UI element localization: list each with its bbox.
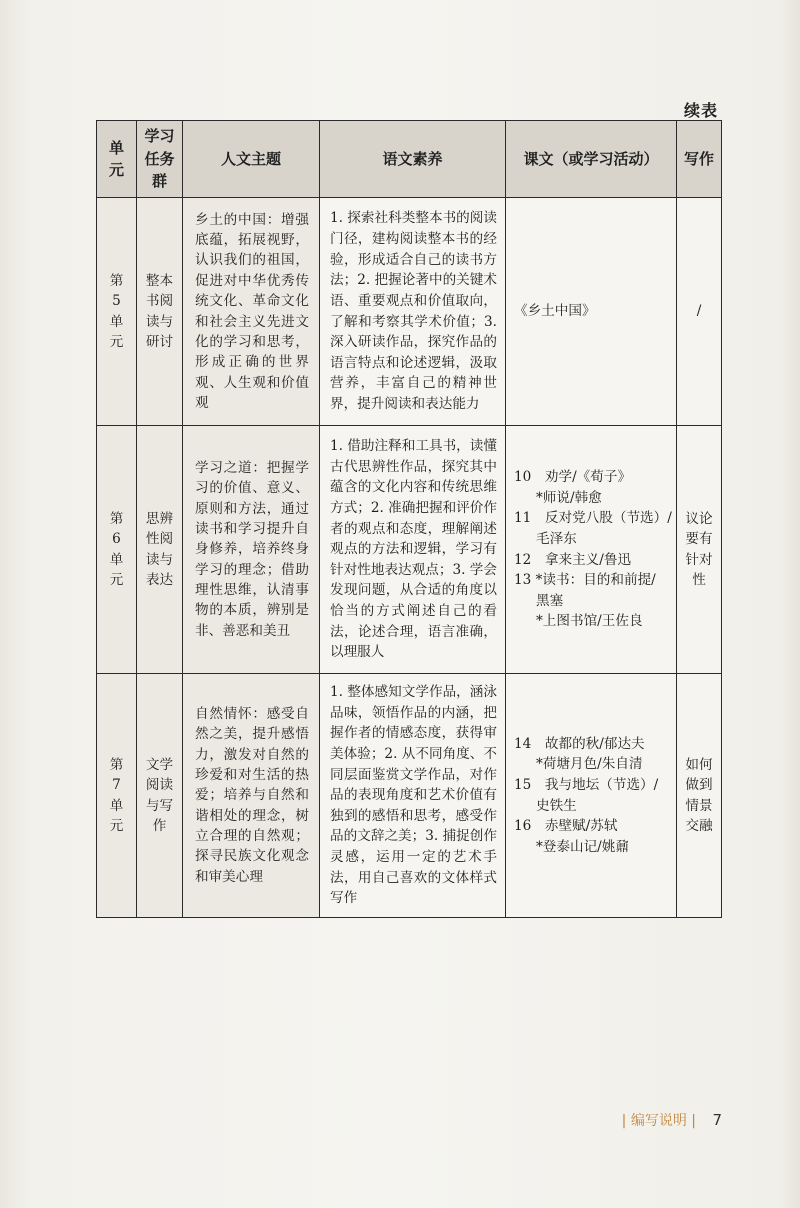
writing-cell: 如何 做到 情景 交融 [677, 674, 722, 918]
theme-cell: 乡土的中国：增强底蕴，拓展视野，认识我们的祖国，促进对中华优秀传统文化、革命文化和社会主义先进文化的学习和思考，形成正确的世界观、人生观和价值观 [183, 198, 320, 426]
lesson-item: *上图书馆/王佐良 [536, 613, 643, 630]
writing-cell: / [677, 198, 722, 426]
header-task-group: 学习 任务 群 [137, 121, 183, 198]
header-lessons: 课文（或学习活动） [506, 121, 677, 198]
header-unit: 单 元 [97, 121, 137, 198]
lesson-item: 16 赤壁赋/苏轼 [514, 818, 618, 835]
header-literacy: 语文素养 [320, 121, 506, 198]
lesson-item: 10 劝学/《荀子》 [514, 468, 632, 485]
footer-section-title: 编写说明 [630, 1113, 687, 1129]
header-writing: 写作 [677, 121, 722, 198]
lesson-item: *荷塘月色/朱自清 [536, 756, 643, 773]
task-group-cell: 思辨 性阅 读与 表达 [137, 426, 183, 674]
footer-divider: | [621, 1113, 627, 1129]
lesson-item: 11 反对党八股（节选）/ [514, 510, 672, 527]
continued-label: 续表 [683, 101, 718, 120]
lessons-cell [506, 426, 677, 674]
table-row [97, 198, 722, 426]
lesson-item: 14 故都的秋/郁达夫 [514, 735, 645, 752]
table-row [97, 674, 722, 918]
page-footer [622, 1110, 722, 1130]
literacy-cell: 1. 借助注释和工具书，读懂古代思辨性作品，探究其中蕴含的文化内容和传统思维方式；2. 准确把握和评价作者的观点和态度，理解阐述观点的方法和逻辑，学习有针对性地表达观点；3. 学会发现问题，从合适的角度以恰当的方式阐述自己的看法，论述合理，语言准确，以理服人 [320, 426, 506, 674]
footer-divider: | [691, 1113, 696, 1129]
lesson-item: 13 *读书：目的和前提/ [514, 572, 656, 589]
literacy-cell: 1. 整体感知文学作品，涵泳品味，领悟作品的内涵，把握作者的情感态度，获得审美体验；2. 从不同角度、不同层面鉴赏文学作品，对作品的表现角度和艺术价值有独到的感悟和思考，感受作品的文辞之美；3. 捕捉创作灵感，运用一定的艺术手法，用自己喜欢的文体样式写作 [320, 674, 506, 918]
task-group-cell: 整本 书阅 读与 研讨 [137, 198, 183, 426]
table-row [97, 426, 722, 674]
lesson-item: 15 我与地坛（节选）/ [514, 776, 659, 793]
theme-cell: 学习之道：把握学习的价值、意义、原则和方法，通过读书和学习提升自身修养，培养终身学习的理念；借助理性思维，认清事物的本质，辨别是非、善恶和美丑 [183, 426, 320, 674]
unit-cell: 第 7 单 元 [97, 674, 137, 918]
curriculum-table [96, 120, 722, 918]
unit-cell: 第 6 单 元 [97, 426, 137, 674]
lessons-cell [506, 674, 677, 918]
lessons-cell: 《乡土中国》 [506, 198, 677, 426]
lesson-item: 毛泽东 [536, 530, 577, 547]
theme-cell: 自然情怀：感受自然之美，提升感悟力，激发对自然的珍爱和对生活的热爱；培养与自然和谐相处的理念，树立合理的自然观；探寻民族文化观念和审美心理 [183, 674, 320, 918]
literacy-cell: 1. 探索社科类整本书的阅读门径，建构阅读整本书的经验，形成适合自己的读书方法；2. 把握论著中的关键术语、重要观点和价值取向，了解和考察其学术价值；3. 深入研读作品，探究作品的语言特点和论述逻辑，汲取营养，丰富自己的精神世界，提升阅读和表达能力 [320, 198, 506, 426]
writing-cell: 议论 要有 针对 性 [677, 426, 722, 674]
task-group-cell: 文学 阅读 与写 作 [137, 674, 183, 918]
lesson-item: *师说/韩愈 [536, 489, 602, 506]
lesson-item: 史铁生 [536, 797, 577, 814]
unit-cell: 第 5 单 元 [97, 198, 137, 426]
lesson-item: 黑塞 [536, 592, 564, 609]
lesson-item: 12 拿来主义/鲁迅 [514, 551, 632, 568]
page-number: 7 [712, 1111, 722, 1129]
table-header-row [97, 121, 722, 198]
lesson-item: *登泰山记/姚鼐 [536, 838, 629, 855]
header-theme: 人文主题 [183, 121, 320, 198]
